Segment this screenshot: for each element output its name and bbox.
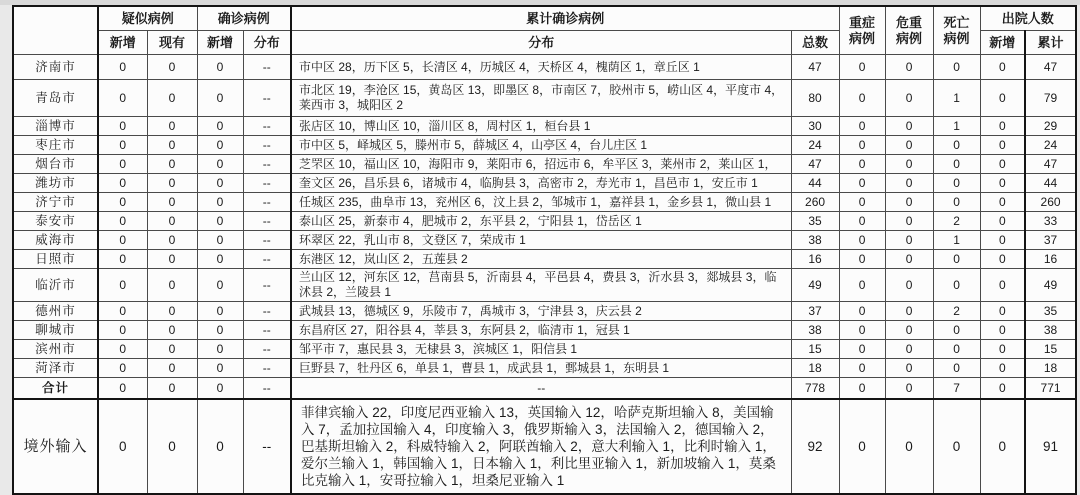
- confirmed-new-cell: 0: [197, 399, 243, 494]
- suspected-existing-cell: 0: [147, 340, 197, 359]
- confirmed-new-cell: 0: [197, 80, 243, 117]
- death-cases-cell: 0: [933, 136, 980, 155]
- confirmed-new-cell: 0: [197, 340, 243, 359]
- severe-cases-cell: 0: [839, 193, 885, 212]
- critical-cases-cell: 0: [885, 359, 933, 378]
- severe-cases-cell: 0: [839, 340, 885, 359]
- confirmed-new-cell: 0: [197, 136, 243, 155]
- confirmed-new-cell: 0: [197, 269, 243, 302]
- suspected-new-subheader: 新增: [98, 31, 147, 55]
- suspected-new-cell: 0: [98, 155, 147, 174]
- confirmed-dist-cell: --: [243, 212, 291, 231]
- discharged-new-cell: 0: [980, 174, 1025, 193]
- cumulative-dist-cell: 任城区 235，曲阜市 13，兖州区 6，汶上县 2，邹城市 1，嘉祥县 1，金乡县 1，微山县 1: [291, 193, 791, 212]
- city-name-cell: 临沂市: [13, 269, 98, 302]
- discharged-total-cell: 37: [1025, 231, 1076, 250]
- discharged-total-cell: 18: [1025, 359, 1076, 378]
- city-name-cell: 菏泽市: [13, 359, 98, 378]
- critical-cases-cell: 0: [885, 193, 933, 212]
- suspected-new-cell: 0: [98, 80, 147, 117]
- severe-cases-cell: 0: [839, 80, 885, 117]
- discharged-new-cell: 0: [980, 212, 1025, 231]
- city-name-cell: 合计: [13, 378, 98, 400]
- confirmed-new-cell: 0: [197, 250, 243, 269]
- critical-cases-cell: 0: [885, 302, 933, 321]
- confirmed-new-cell: 0: [197, 302, 243, 321]
- discharged-new-cell: 0: [980, 250, 1025, 269]
- table-row: [13, 321, 1076, 340]
- cumulative-total-cell: 35: [791, 212, 839, 231]
- discharged-total-cell: 47: [1025, 155, 1076, 174]
- cumulative-confirmed-header: 累计确诊病例: [291, 6, 839, 31]
- discharged-new-cell: 0: [980, 80, 1025, 117]
- discharged-total-cell: 91: [1025, 399, 1076, 494]
- discharged-new-cell: 0: [980, 399, 1025, 494]
- table-row: [13, 340, 1076, 359]
- cumulative-total-cell: 92: [791, 399, 839, 494]
- cumulative-total-cell: 16: [791, 250, 839, 269]
- discharged-new-cell: 0: [980, 155, 1025, 174]
- critical-cases-header: 危重病例: [885, 6, 933, 55]
- critical-cases-cell: 0: [885, 136, 933, 155]
- discharged-total-cell: 15: [1025, 340, 1076, 359]
- severe-cases-cell: 0: [839, 378, 885, 400]
- cumulative-total-cell: 260: [791, 193, 839, 212]
- cumulative-dist-cell: 东昌府区 27，阳谷县 4，莘县 3，东阿县 2，临清市 1，冠县 1: [291, 321, 791, 340]
- cumulative-dist-cell: --: [291, 378, 791, 400]
- critical-cases-cell: 0: [885, 250, 933, 269]
- cumulative-dist-cell: 巨野县 7，牡丹区 6，单县 1，曹县 1，成武县 1，鄄城县 1，东明县 1: [291, 359, 791, 378]
- cumulative-dist-cell: 邹平市 7，惠民县 3，无棣县 3，滨城区 1，阳信县 1: [291, 340, 791, 359]
- discharged-total-cell: 79: [1025, 80, 1076, 117]
- table-row: [13, 302, 1076, 321]
- table-row: [13, 55, 1076, 80]
- discharged-new-cell: 0: [980, 193, 1025, 212]
- death-cases-cell: 0: [933, 340, 980, 359]
- city-name-cell: 日照市: [13, 250, 98, 269]
- confirmed-dist-cell: --: [243, 55, 291, 80]
- city-name-cell: 青岛市: [13, 80, 98, 117]
- critical-cases-cell: 0: [885, 174, 933, 193]
- severe-cases-cell: 0: [839, 321, 885, 340]
- suspected-new-cell: 0: [98, 302, 147, 321]
- confirmed-new-cell: 0: [197, 174, 243, 193]
- table-row: [13, 250, 1076, 269]
- cumulative-dist-cell: 市中区 5，峄城区 5，滕州市 5，薛城区 4，山亭区 4，台儿庄区 1: [291, 136, 791, 155]
- critical-cases-cell: 0: [885, 231, 933, 250]
- confirmed-new-cell: 0: [197, 231, 243, 250]
- cumulative-dist-subheader: 分布: [291, 31, 791, 55]
- suspected-new-cell: 0: [98, 136, 147, 155]
- city-name-cell: 济宁市: [13, 193, 98, 212]
- death-cases-cell: 0: [933, 399, 980, 494]
- cumulative-dist-cell: 东港区 12，岚山区 2，五莲县 2: [291, 250, 791, 269]
- critical-cases-cell: 0: [885, 269, 933, 302]
- confirmed-dist-cell: --: [243, 174, 291, 193]
- cumulative-dist-cell: 武城县 13，德城区 9，乐陵市 7，禹城市 3，宁津县 3，庆云县 2: [291, 302, 791, 321]
- confirmed-new-subheader: 新增: [197, 31, 243, 55]
- confirmed-new-cell: 0: [197, 378, 243, 400]
- city-name-cell: 境外输入: [13, 399, 98, 494]
- suspected-existing-cell: 0: [147, 302, 197, 321]
- table-row: [13, 136, 1076, 155]
- discharged-total-cell: 16: [1025, 250, 1076, 269]
- cumulative-dist-cell: 市北区 19，李沧区 15，黄岛区 13，即墨区 8，市南区 7，胶州市 5，崂山区 4，平度市 4，莱西市 3，城阳区 2: [291, 80, 791, 117]
- suspected-existing-cell: 0: [147, 55, 197, 80]
- severe-cases-cell: 0: [839, 136, 885, 155]
- suspected-existing-cell: 0: [147, 378, 197, 400]
- severe-cases-header: 重症病例: [839, 6, 885, 55]
- table-row: [13, 378, 1076, 400]
- discharged-total-cell: 24: [1025, 136, 1076, 155]
- discharged-new-cell: 0: [980, 269, 1025, 302]
- suspected-new-cell: 0: [98, 399, 147, 494]
- severe-cases-cell: 0: [839, 250, 885, 269]
- confirmed-dist-cell: --: [243, 302, 291, 321]
- death-cases-cell: 0: [933, 250, 980, 269]
- discharged-total-cell: 47: [1025, 55, 1076, 80]
- table-row: [13, 399, 1076, 494]
- discharged-new-cell: 0: [980, 136, 1025, 155]
- confirmed-dist-cell: --: [243, 136, 291, 155]
- suspected-new-cell: 0: [98, 250, 147, 269]
- confirmed-dist-cell: --: [243, 321, 291, 340]
- confirmed-cases-header: 确诊病例: [197, 6, 291, 31]
- severe-cases-cell: 0: [839, 302, 885, 321]
- confirmed-dist-cell: --: [243, 231, 291, 250]
- critical-cases-cell: 0: [885, 80, 933, 117]
- discharged-new-cell: 0: [980, 321, 1025, 340]
- city-name-cell: 聊城市: [13, 321, 98, 340]
- confirmed-new-cell: 0: [197, 321, 243, 340]
- critical-cases-cell: 0: [885, 117, 933, 136]
- confirmed-new-cell: 0: [197, 193, 243, 212]
- cumulative-total-cell: 15: [791, 340, 839, 359]
- confirmed-dist-cell: --: [243, 359, 291, 378]
- discharged-new-cell: 0: [980, 55, 1025, 80]
- suspected-existing-cell: 0: [147, 321, 197, 340]
- cumulative-total-cell: 80: [791, 80, 839, 117]
- severe-cases-cell: 0: [839, 231, 885, 250]
- confirmed-dist-cell: --: [243, 193, 291, 212]
- death-cases-cell: 0: [933, 55, 980, 80]
- city-column-header: [13, 6, 98, 55]
- death-cases-cell: 0: [933, 174, 980, 193]
- cumulative-dist-cell: 泰山区 25，新泰市 4，肥城市 2，东平县 2，宁阳县 1，岱岳区 1: [291, 212, 791, 231]
- table-row: [13, 193, 1076, 212]
- death-cases-cell: 0: [933, 269, 980, 302]
- header-row-groups: [13, 6, 1076, 31]
- discharged-total-cell: 44: [1025, 174, 1076, 193]
- table-body: [13, 55, 1076, 495]
- confirmed-dist-cell: --: [243, 269, 291, 302]
- death-cases-cell: 0: [933, 321, 980, 340]
- confirmed-dist-cell: --: [243, 340, 291, 359]
- discharged-new-cell: 0: [980, 359, 1025, 378]
- cumulative-total-cell: 30: [791, 117, 839, 136]
- cumulative-total-cell: 47: [791, 155, 839, 174]
- critical-cases-cell: 0: [885, 378, 933, 400]
- city-name-cell: 德州市: [13, 302, 98, 321]
- suspected-new-cell: 0: [98, 193, 147, 212]
- critical-cases-cell: 0: [885, 340, 933, 359]
- death-cases-cell: 0: [933, 155, 980, 174]
- suspected-existing-cell: 0: [147, 212, 197, 231]
- critical-cases-cell: 0: [885, 212, 933, 231]
- death-cases-cell: 2: [933, 212, 980, 231]
- table-row: [13, 359, 1076, 378]
- confirmed-dist-subheader: 分布: [243, 31, 291, 55]
- suspected-new-cell: 0: [98, 212, 147, 231]
- discharged-total-subheader: 累计: [1025, 31, 1076, 55]
- suspected-existing-cell: 0: [147, 250, 197, 269]
- table-row: [13, 80, 1076, 117]
- suspected-new-cell: 0: [98, 269, 147, 302]
- discharged-header: 出院人数: [980, 6, 1076, 31]
- severe-cases-cell: 0: [839, 117, 885, 136]
- cumulative-dist-cell: 菲律宾输入 22，印度尼西亚输入 13，英国输入 12，哈萨克斯坦输入 8，美国输入 7，孟加拉国输入 4，印度输入 3，俄罗斯输入 3，法国输入 2，德国输入 2，巴基斯坦输入 2，科威特输入 2，阿联酋输入 2，意大利输入 1，比利时输入 1，爱尔兰输入 1，韩国输入 1，日本输入 1，利比里亚输入 1，新加坡输入 1，莫桑比克输入 1，安哥拉输入 1，坦桑尼亚输入 1: [291, 399, 791, 494]
- cumulative-total-subheader: 总数: [791, 31, 839, 55]
- cumulative-dist-cell: 环翠区 22，乳山市 8，文登区 7，荣成市 1: [291, 231, 791, 250]
- severe-cases-cell: 0: [839, 174, 885, 193]
- suspected-existing-cell: 0: [147, 399, 197, 494]
- table-row: [13, 212, 1076, 231]
- discharged-total-cell: 35: [1025, 302, 1076, 321]
- suspected-cases-header: 疑似病例: [98, 6, 197, 31]
- confirmed-dist-cell: --: [243, 378, 291, 400]
- cumulative-total-cell: 18: [791, 359, 839, 378]
- discharged-total-cell: 33: [1025, 212, 1076, 231]
- confirmed-new-cell: 0: [197, 55, 243, 80]
- confirmed-new-cell: 0: [197, 117, 243, 136]
- table-row: [13, 231, 1076, 250]
- cumulative-dist-cell: 芝罘区 10，福山区 10，海阳市 9，莱阳市 6，招远市 6，牟平区 3，莱州市 2，莱山区 1，: [291, 155, 791, 174]
- suspected-new-cell: 0: [98, 55, 147, 80]
- table-row: [13, 269, 1076, 302]
- city-name-cell: 淄博市: [13, 117, 98, 136]
- confirmed-dist-cell: --: [243, 250, 291, 269]
- severe-cases-cell: 0: [839, 399, 885, 494]
- suspected-new-cell: 0: [98, 174, 147, 193]
- table-header: [13, 6, 1076, 55]
- cumulative-total-cell: 37: [791, 302, 839, 321]
- cumulative-total-cell: 49: [791, 269, 839, 302]
- cumulative-dist-cell: 奎文区 26，昌乐县 6，诸城市 4，临朐县 3，高密市 2，寿光市 1，昌邑市 1，安丘市 1: [291, 174, 791, 193]
- death-cases-cell: 1: [933, 80, 980, 117]
- discharged-total-cell: 771: [1025, 378, 1076, 400]
- city-name-cell: 威海市: [13, 231, 98, 250]
- city-name-cell: 潍坊市: [13, 174, 98, 193]
- death-cases-cell: 1: [933, 117, 980, 136]
- discharged-new-cell: 0: [980, 340, 1025, 359]
- discharged-total-cell: 260: [1025, 193, 1076, 212]
- discharged-new-cell: 0: [980, 302, 1025, 321]
- discharged-total-cell: 29: [1025, 117, 1076, 136]
- cumulative-total-cell: 47: [791, 55, 839, 80]
- critical-cases-cell: 0: [885, 155, 933, 174]
- cumulative-total-cell: 38: [791, 321, 839, 340]
- severe-cases-cell: 0: [839, 155, 885, 174]
- covid-stats-table: [12, 5, 1077, 495]
- severe-cases-cell: 0: [839, 212, 885, 231]
- confirmed-new-cell: 0: [197, 212, 243, 231]
- table-row: [13, 155, 1076, 174]
- suspected-existing-cell: 0: [147, 269, 197, 302]
- death-cases-cell: 0: [933, 193, 980, 212]
- suspected-existing-cell: 0: [147, 117, 197, 136]
- cumulative-total-cell: 44: [791, 174, 839, 193]
- death-cases-cell: 2: [933, 302, 980, 321]
- confirmed-new-cell: 0: [197, 359, 243, 378]
- severe-cases-cell: 0: [839, 55, 885, 80]
- suspected-new-cell: 0: [98, 359, 147, 378]
- cumulative-dist-cell: 兰山区 12，河东区 12，莒南县 5，沂南县 4，平邑县 4，费县 3，沂水县 3，郯城县 3，临沭县 2，兰陵县 1: [291, 269, 791, 302]
- confirmed-dist-cell: --: [243, 399, 291, 494]
- city-name-cell: 枣庄市: [13, 136, 98, 155]
- death-cases-cell: 7: [933, 378, 980, 400]
- city-name-cell: 烟台市: [13, 155, 98, 174]
- death-cases-header: 死亡病例: [933, 6, 980, 55]
- suspected-existing-subheader: 现有: [147, 31, 197, 55]
- suspected-existing-cell: 0: [147, 136, 197, 155]
- discharged-new-cell: 0: [980, 231, 1025, 250]
- critical-cases-cell: 0: [885, 55, 933, 80]
- suspected-new-cell: 0: [98, 378, 147, 400]
- suspected-new-cell: 0: [98, 231, 147, 250]
- cumulative-dist-cell: 张店区 10，博山区 10，淄川区 8，周村区 1，桓台县 1: [291, 117, 791, 136]
- city-name-cell: 滨州市: [13, 340, 98, 359]
- death-cases-cell: 0: [933, 359, 980, 378]
- discharged-new-cell: 0: [980, 378, 1025, 400]
- discharged-new-subheader: 新增: [980, 31, 1025, 55]
- critical-cases-cell: 0: [885, 321, 933, 340]
- confirmed-new-cell: 0: [197, 155, 243, 174]
- cumulative-total-cell: 778: [791, 378, 839, 400]
- cumulative-total-cell: 38: [791, 231, 839, 250]
- suspected-existing-cell: 0: [147, 155, 197, 174]
- severe-cases-cell: 0: [839, 269, 885, 302]
- suspected-new-cell: 0: [98, 321, 147, 340]
- discharged-total-cell: 38: [1025, 321, 1076, 340]
- discharged-new-cell: 0: [980, 117, 1025, 136]
- city-name-cell: 济南市: [13, 55, 98, 80]
- city-name-cell: 泰安市: [13, 212, 98, 231]
- suspected-new-cell: 0: [98, 340, 147, 359]
- confirmed-dist-cell: --: [243, 80, 291, 117]
- suspected-existing-cell: 0: [147, 359, 197, 378]
- suspected-existing-cell: 0: [147, 174, 197, 193]
- suspected-existing-cell: 0: [147, 80, 197, 117]
- confirmed-dist-cell: --: [243, 155, 291, 174]
- suspected-existing-cell: 0: [147, 231, 197, 250]
- severe-cases-cell: 0: [839, 359, 885, 378]
- critical-cases-cell: 0: [885, 399, 933, 494]
- table-row: [13, 174, 1076, 193]
- cumulative-total-cell: 24: [791, 136, 839, 155]
- cumulative-dist-cell: 市中区 28，历下区 5，长清区 4，历城区 4，天桥区 4，槐荫区 1，章丘区 1: [291, 55, 791, 80]
- confirmed-dist-cell: --: [243, 117, 291, 136]
- discharged-total-cell: 49: [1025, 269, 1076, 302]
- table-row: [13, 117, 1076, 136]
- death-cases-cell: 1: [933, 231, 980, 250]
- suspected-new-cell: 0: [98, 117, 147, 136]
- suspected-existing-cell: 0: [147, 193, 197, 212]
